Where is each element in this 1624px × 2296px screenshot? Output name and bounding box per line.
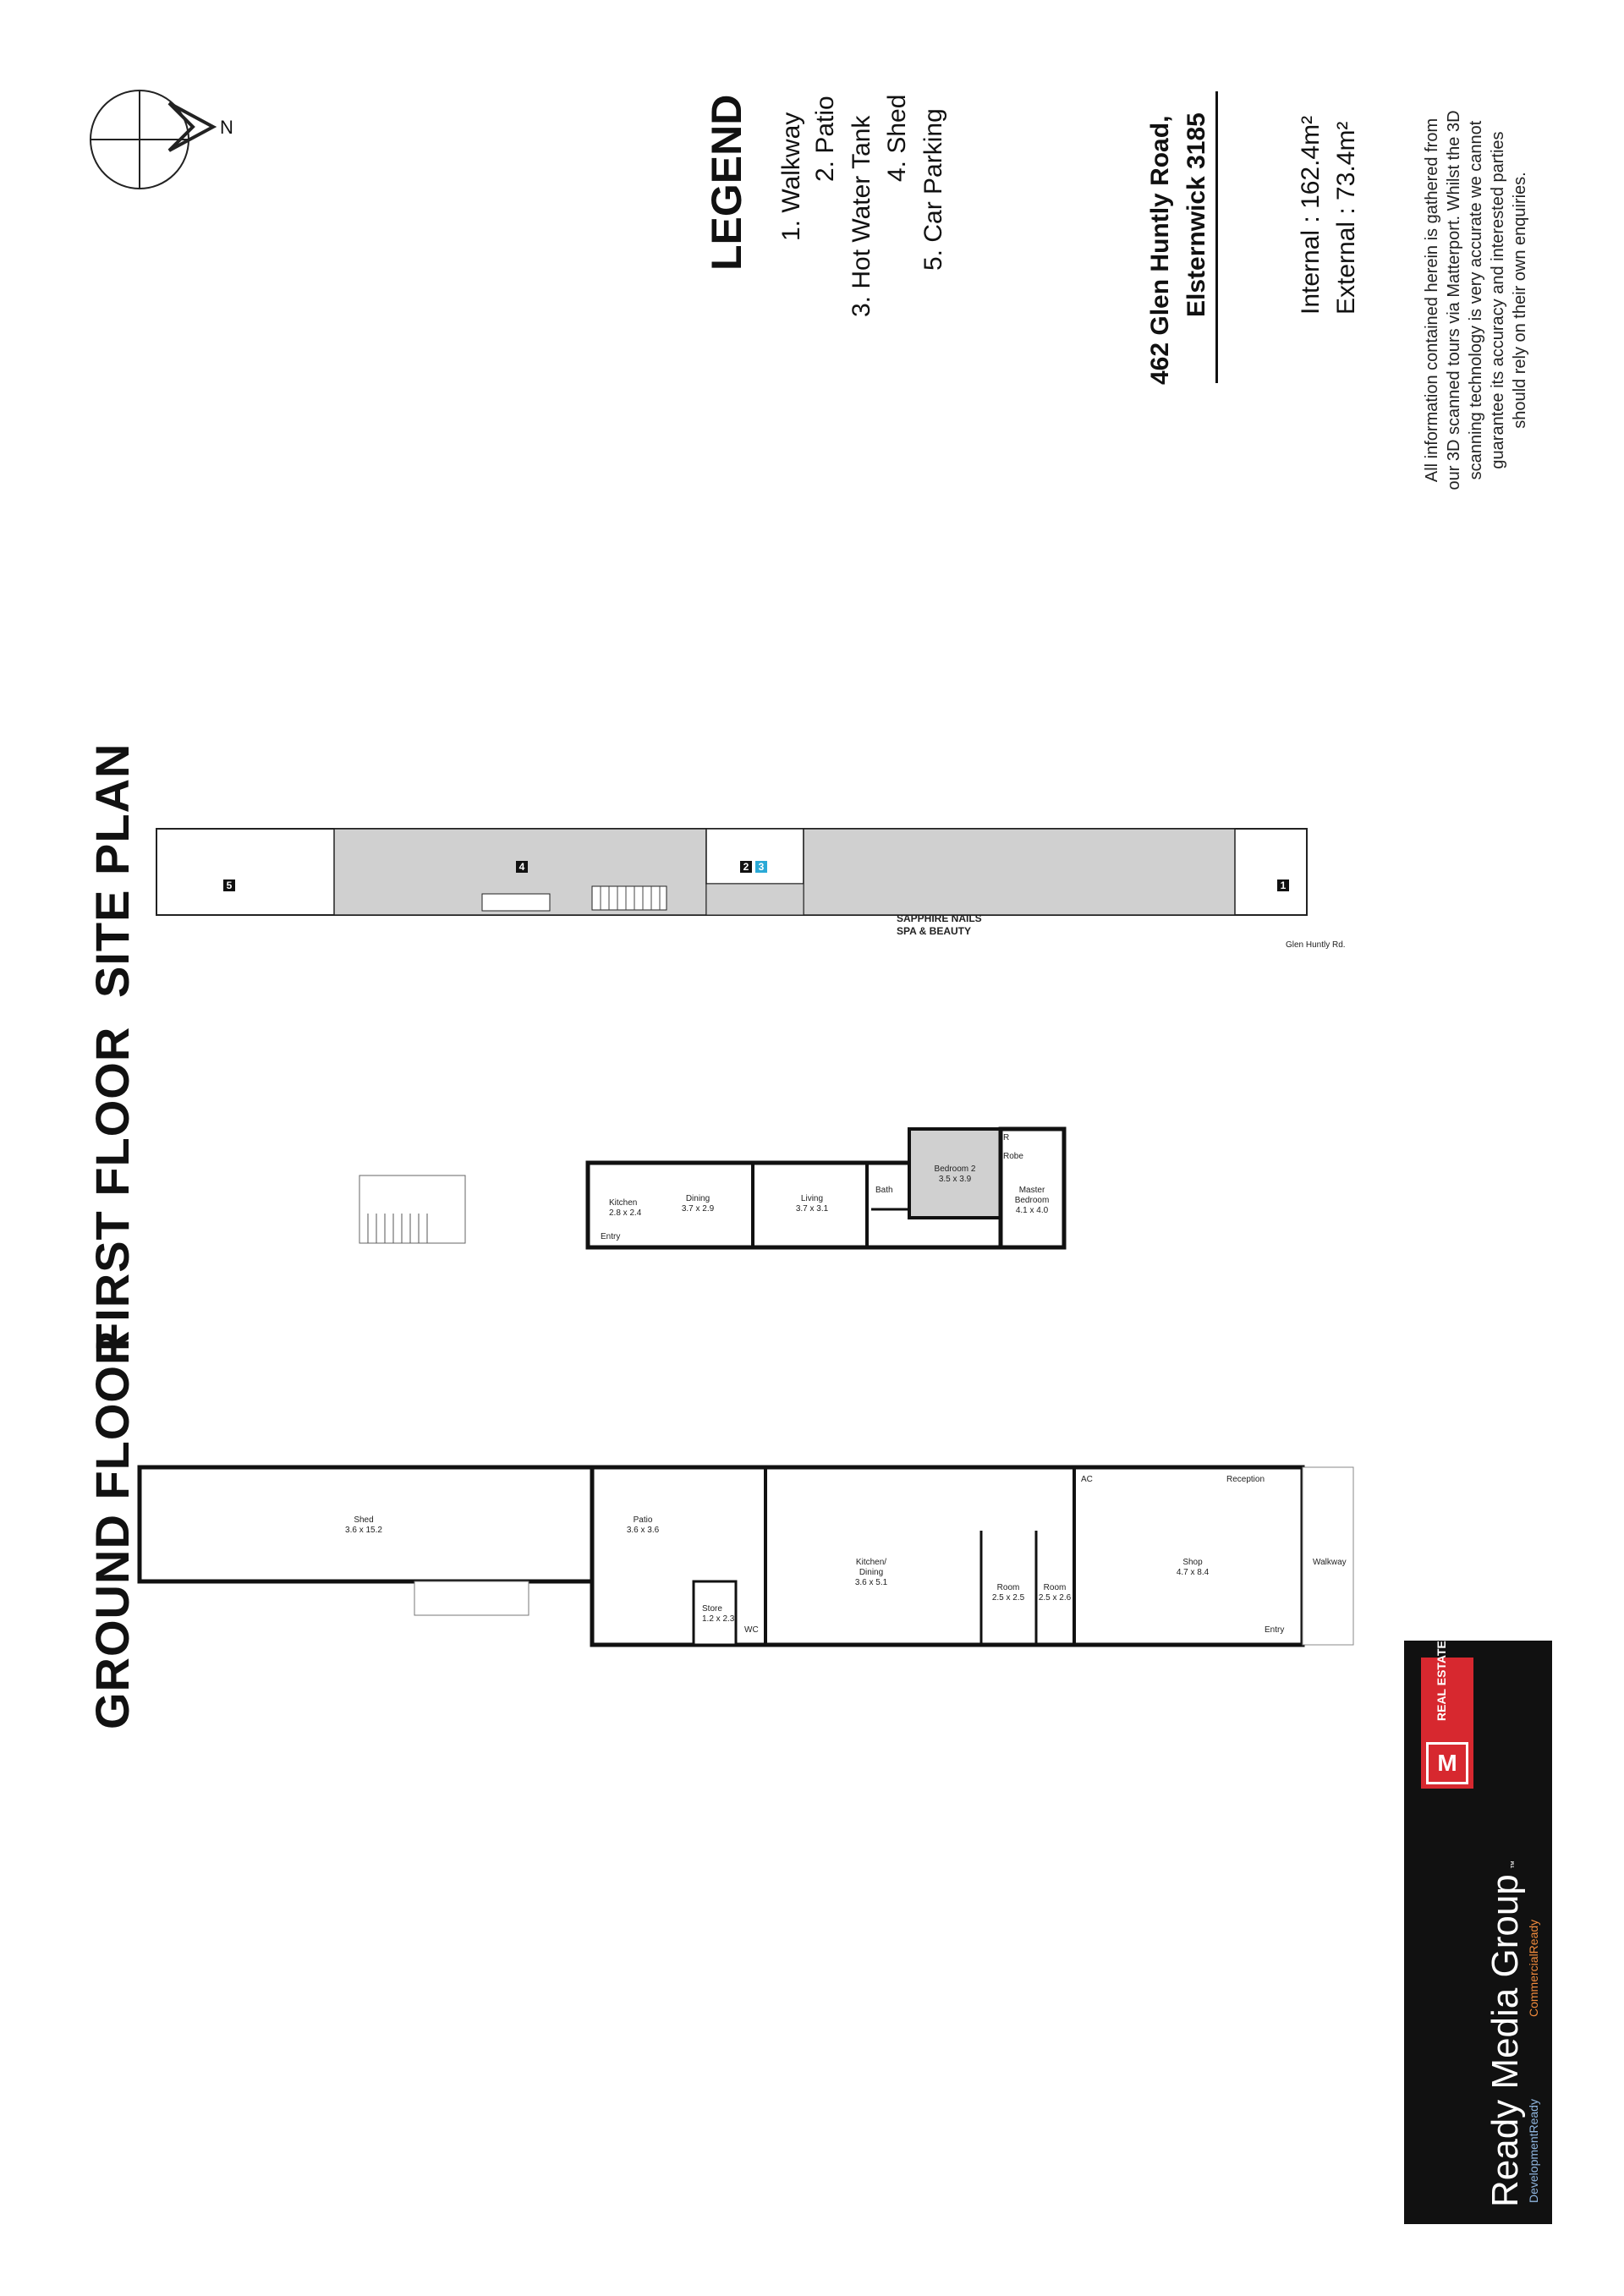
gf-kitchen-name2: Dining <box>859 1568 884 1577</box>
gf-walkway-label: Walkway <box>1313 1558 1347 1567</box>
site-plan <box>152 812 1346 956</box>
disclaimer-line: our 3D scanned tours via Matterport. Whilst the 3D <box>1445 110 1463 490</box>
gf-room1-dim: 2.5 x 2.5 <box>991 1593 1025 1603</box>
site-marker-5-label: 5 <box>226 879 233 891</box>
gf-store-name: Store <box>702 1604 722 1614</box>
address-line-2: Elsternwick 3185 <box>1182 112 1210 317</box>
ff-dining-dim: 3.7 x 2.9 <box>681 1204 715 1214</box>
site-building-rear <box>706 884 804 915</box>
gf-room2-name: Room <box>1043 1583 1067 1592</box>
logo-tm: ™ <box>1510 1860 1519 1869</box>
disclaimer-line: scanning technology is very accurate we cannot <box>1467 120 1485 480</box>
gf-store-dim: 1.2 x 2.3 <box>702 1614 735 1624</box>
ff-bedroom2-dim: 3.5 x 3.9 <box>938 1175 972 1184</box>
ff-living-name: Living <box>800 1194 824 1203</box>
gf-rear-stairs <box>414 1581 529 1615</box>
gf-room2-dim: 2.5 x 2.6 <box>1038 1593 1072 1603</box>
address-divider <box>1215 91 1218 383</box>
ground-floor-heading: GROUND FLOOR <box>85 1329 139 1729</box>
business-name-line1: SAPPHIRE NAILS <box>897 912 982 924</box>
ff-master-name2: Bedroom <box>1014 1196 1050 1205</box>
legend-item-hot-water-tank: 3. Hot Water Tank <box>848 115 875 317</box>
logo-block <box>1404 1641 1552 2224</box>
site-plan-heading: SITE PLAN <box>85 743 139 998</box>
gf-shed-name: Shed <box>354 1515 374 1525</box>
ff-robe-label: Robe <box>1003 1152 1023 1161</box>
gf-reception-label: Reception <box>1226 1475 1265 1484</box>
ff-living-dim: 3.7 x 3.1 <box>795 1204 829 1214</box>
site-patio-area <box>706 829 804 884</box>
ff-dining-name: Dining <box>685 1194 710 1203</box>
site-gate <box>482 894 550 911</box>
site-marker-3-label: 3 <box>758 861 765 873</box>
internal-area: Internal : 162.4m² <box>1297 115 1325 315</box>
logo-sub2: CommercialReady <box>1527 1919 1540 2017</box>
ff-bath-label: Bath <box>875 1186 893 1195</box>
street-label: Glen Huntly Rd. <box>1286 940 1346 950</box>
gf-walkway <box>1303 1467 1353 1645</box>
gf-patio-dim: 3.6 x 3.6 <box>626 1526 660 1535</box>
business-name-line2: SPA & BEAUTY <box>897 925 972 937</box>
ff-bedroom2-name: Bedroom 2 <box>934 1164 976 1174</box>
legend-item-shed: 4. Shed <box>883 94 911 182</box>
ff-stair-landing <box>359 1175 465 1243</box>
gf-wc-label: WC <box>744 1625 759 1635</box>
legend-item-car-parking: 5. Car Parking <box>919 108 947 271</box>
compass-icon <box>85 85 254 203</box>
gf-kitchen-name1: Kitchen/ <box>855 1558 887 1567</box>
gf-kitchen-dim: 3.6 x 5.1 <box>854 1578 888 1587</box>
logo-mark-icon: M <box>1426 1742 1468 1784</box>
disclaimer <box>1421 93 1531 507</box>
legend-item-walkway: 1. Walkway <box>777 112 805 241</box>
site-stairs <box>592 886 667 910</box>
disclaimer-line: should rely on their own enquiries. <box>1511 172 1529 429</box>
first-floor-plan <box>355 1125 1218 1328</box>
site-shop-building <box>804 829 1235 915</box>
site-marker-4-label: 4 <box>518 861 525 873</box>
first-floor-heading: FIRST FLOOR <box>85 1026 139 1351</box>
external-area: External : 73.4m² <box>1332 121 1360 315</box>
ff-kitchen-dim: 2.8 x 2.4 <box>609 1208 642 1218</box>
disclaimer-line: guarantee its accuracy and interested parties <box>1489 131 1507 469</box>
gf-shed-dim: 3.6 x 15.2 <box>345 1526 382 1535</box>
compass-north-label: N <box>220 117 233 138</box>
gf-entry-label: Entry <box>1265 1625 1285 1635</box>
gf-room1-name: Room <box>996 1583 1020 1592</box>
address-line-1: 462 Glen Huntly Road, <box>1146 115 1174 385</box>
ff-kitchen-name: Kitchen <box>609 1198 638 1208</box>
gf-shop-dim: 4.7 x 8.4 <box>1176 1568 1210 1577</box>
legend-item-patio: 2. Patio <box>811 96 839 182</box>
legend-title: LEGEND <box>703 94 750 271</box>
ff-r-label: R <box>1003 1133 1010 1143</box>
site-marker-1-label: 1 <box>1280 879 1287 891</box>
ground-floor-plan <box>135 1463 1347 1666</box>
disclaimer-line: All information contained herein is gathered from <box>1423 118 1441 483</box>
logo-sub1: DevelopmentReady <box>1527 2099 1540 2203</box>
ff-master-name1: Master <box>1018 1186 1045 1195</box>
logo-brand-text: Ready Media Group <box>1484 1874 1526 2207</box>
gf-patio-name: Patio <box>633 1515 653 1525</box>
logo-badge-text: REAL ESTATE <box>1435 1641 1448 1721</box>
ff-entry-label: Entry <box>601 1232 621 1241</box>
ff-master-dim: 4.1 x 4.0 <box>1015 1206 1049 1215</box>
site-marker-2-label: 2 <box>743 861 749 873</box>
gf-shop-name: Shop <box>1182 1558 1203 1567</box>
gf-ac-label: AC <box>1081 1475 1093 1484</box>
